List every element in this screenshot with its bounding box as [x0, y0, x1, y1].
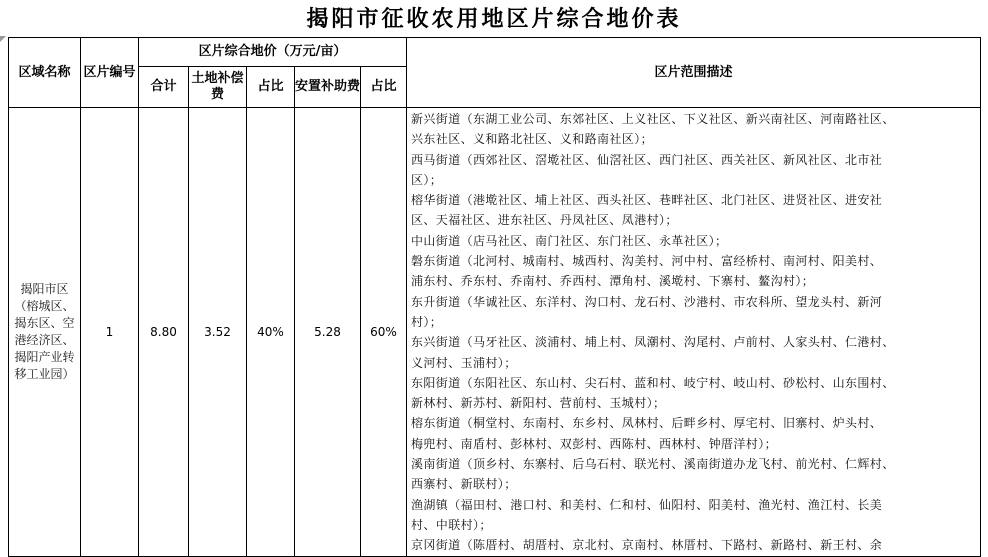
scope-line: 渔湖镇（福田村、港口村、和美村、仁和村、仙阳村、阳美村、渔光村、渔江村、长美 — [411, 497, 883, 512]
scope-description-text — [411, 109, 976, 556]
scope-line: 东升街道（华诚社区、东洋村、沟口村、龙石村、沙港村、市农科所、望龙头村、新河 — [411, 294, 883, 309]
scope-line: 新兴街道（东湖工业公司、东郊社区、上义社区、下义社区、新兴南社区、河南路社区、 — [411, 112, 895, 126]
scope-line: 榕华街道（港墘社区、埔上社区、西头社区、巷畔社区、北门社区、进贤社区、进安社 — [411, 193, 883, 208]
resettlement-cell: 5.28 — [295, 108, 361, 557]
land-compensation-cell: 3.52 — [189, 108, 247, 557]
header-scope: 区片范围描述 — [407, 38, 981, 108]
header-area-name: 区域名称 — [9, 38, 81, 108]
scope-line: 新林村、新苏村、新阳村、营前村、玉城村）； — [411, 396, 666, 411]
scope-line: 村、中联村）； — [411, 517, 492, 532]
scope-line: 榕东街道（桐堂村、东南村、东乡村、凤林村、后畔乡村、厚宅村、旧寨村、炉头村、 — [411, 416, 883, 431]
header-resettlement: 安置补助费 — [295, 67, 361, 108]
scope-line: 磐东街道（北河村、城南村、城西村、沟美村、河中村、富经桥村、南河村、阳美村、 — [411, 254, 883, 269]
header-total: 合计 — [139, 67, 189, 108]
scope-line: 西马街道（西郊社区、滘墘社区、仙滘社区、西门社区、西关社区、新风社区、北市社 — [411, 152, 883, 167]
scope-line: 溪南街道（顶乡村、东寨村、后乌石村、联光村、溪南街道办龙飞村、前光村、仁辉村、 — [411, 457, 895, 472]
scope-line: 东阳街道（东阳社区、东山村、尖石村、蓝和村、岐宁村、岐山村、砂松村、山东围村、 — [411, 375, 895, 390]
scope-line: 义河村、玉浦村）； — [411, 355, 517, 370]
header-ratio-2: 占比 — [361, 67, 407, 108]
scope-line: 京冈街道（陈厝村、胡厝村、京北村、京南村、林厝村、下路村、新路村、新王村、余 — [411, 538, 883, 553]
zone-number-cell: 1 — [81, 108, 139, 557]
scope-line: 西寨村、新联村）； — [411, 477, 517, 492]
total-price-cell: 8.80 — [139, 108, 189, 557]
scope-line: 区、天福社区、进东社区、丹凤社区、凤港村）； — [411, 213, 678, 228]
land-price-table — [8, 37, 981, 557]
scope-line: 浦东村、乔东村、乔南村、乔西村、潭角村、溪墘村、下寨村、鳌沟村）； — [411, 274, 815, 289]
sheet-title: 揭阳市征收农用地区片综合地价表 — [306, 6, 682, 32]
scope-line: 梅兜村、南盾村、彭林村、双彭村、西陈村、西林村、钟厝洋村）； — [411, 436, 778, 451]
scope-line: 村）； — [411, 314, 443, 329]
scope-line: 中山街道（店马社区、南门社区、东门社区、永革社区）； — [411, 233, 728, 248]
area-name-cell: 揭阳市区（榕城区、揭东区、空港经济区、揭阳产业转移工业园） — [9, 108, 81, 557]
ratio-1-cell: 40% — [247, 108, 295, 557]
header-price-group: 区片综合地价（万元/亩） — [139, 38, 407, 67]
scope-line: 东兴街道（马牙社区、淡浦村、埔上村、凤潮村、沟尾村、卢前村、人家头村、仁港村、 — [411, 335, 895, 350]
scope-description-cell — [407, 108, 981, 557]
header-ratio-1: 占比 — [247, 67, 295, 108]
header-zone-number: 区片编号 — [81, 38, 139, 108]
scope-line: 区）； — [411, 172, 443, 187]
header-land-compensation: 土地补偿费 — [189, 67, 247, 108]
sheet-corner-marker[interactable] — [0, 36, 6, 42]
scope-line: 兴东社区、义和路北社区、义和路南社区）； — [411, 132, 654, 147]
ratio-2-cell: 60% — [361, 108, 407, 557]
